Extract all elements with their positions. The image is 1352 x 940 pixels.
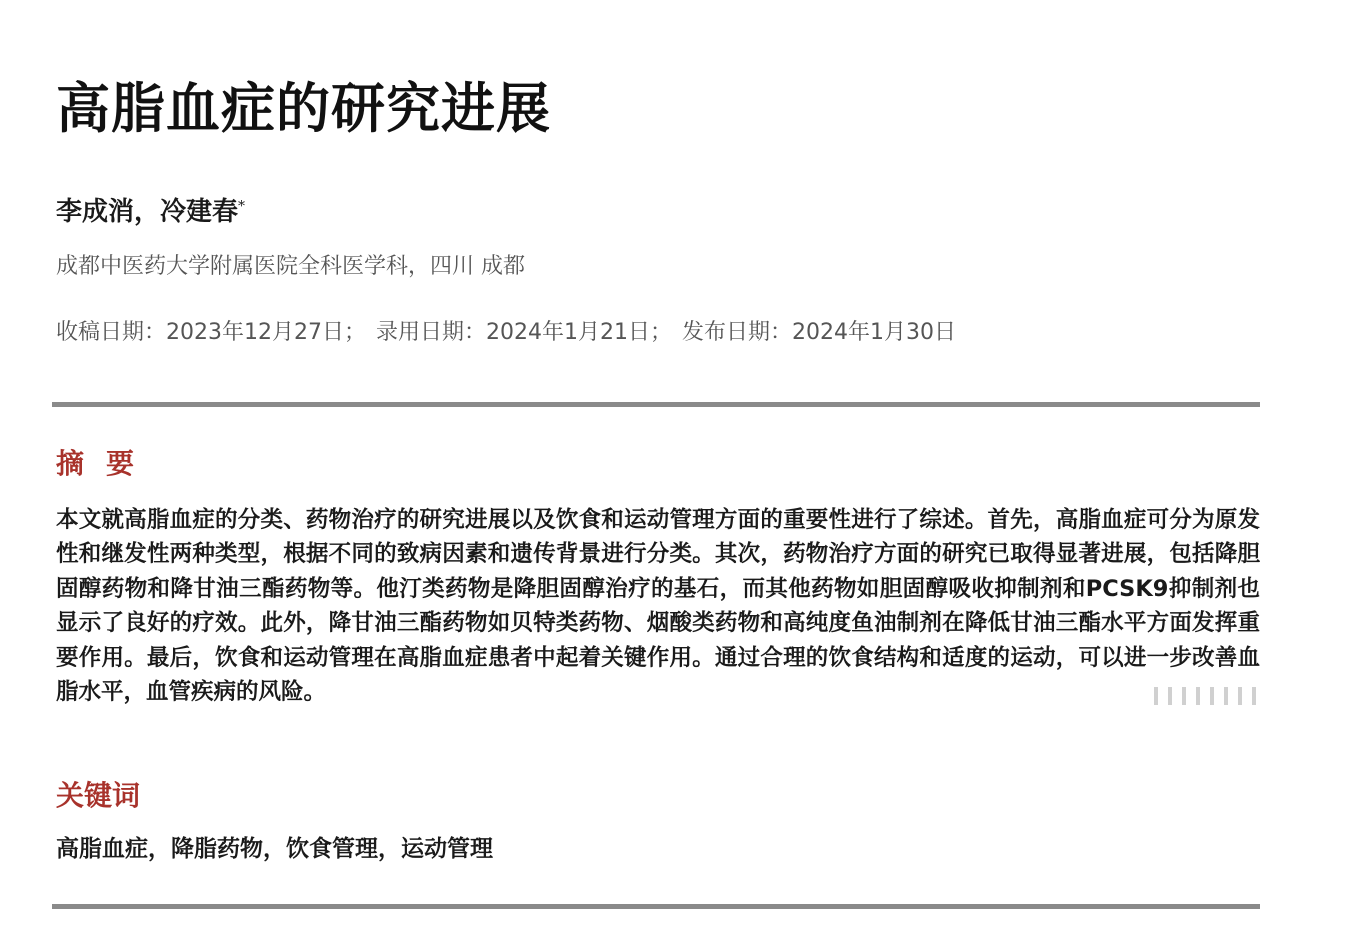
received-date: 收稿日期：2023年12月27日； bbox=[56, 320, 366, 345]
abstract-heading: 摘要 bbox=[56, 447, 157, 480]
watermark-icon bbox=[1150, 676, 1280, 716]
top-divider bbox=[52, 402, 1260, 407]
publication-dates bbox=[56, 316, 956, 350]
corresponding-author-mark: * bbox=[238, 198, 246, 215]
accepted-date: 录用日期：2024年1月21日； bbox=[375, 320, 672, 345]
affiliation: 成都中医药大学附属医院全科医学科，四川 成都 bbox=[56, 254, 525, 279]
bottom-divider bbox=[52, 904, 1260, 909]
keywords-heading: 关键词 bbox=[56, 779, 141, 812]
author-line bbox=[56, 192, 245, 232]
author-names: 李成消，冷建春 bbox=[56, 197, 239, 227]
published-date: 发布日期：2024年1月30日 bbox=[681, 320, 956, 345]
keywords-text: 高脂血症，降脂药物，饮食管理，运动管理 bbox=[56, 836, 493, 862]
paper-title: 高脂血症的研究进展 bbox=[56, 77, 551, 140]
abstract-text: 本文就高脂血症的分类、药物治疗的研究进展以及饮食和运动管理方面的重要性进行了综述。首先，高脂血症可分为原发性和继发性两种类型，根据不同的致病因素和遗传背景进行分类。其次，药物治疗方面的研究已取得显著进展，包括降胆固醇药物和降甘油三酯药物等。他汀类药物是降胆固醇治疗的基石，而其他药物如胆固醇吸收抑制剂和PCSK9抑制剂也显示了良好的疗效。此外，降甘油三酯药物如贝特类药物、烟酸类药物和高纯度鱼油制剂在降低甘油三酯水平方面发挥重要作用。最后，饮食和运动管理在高脂血症患者中起着关键作用。通过合理的饮食结构和适度的运动，可以进一步改善血脂水平，血管疾病的风险。 bbox=[56, 507, 1260, 706]
